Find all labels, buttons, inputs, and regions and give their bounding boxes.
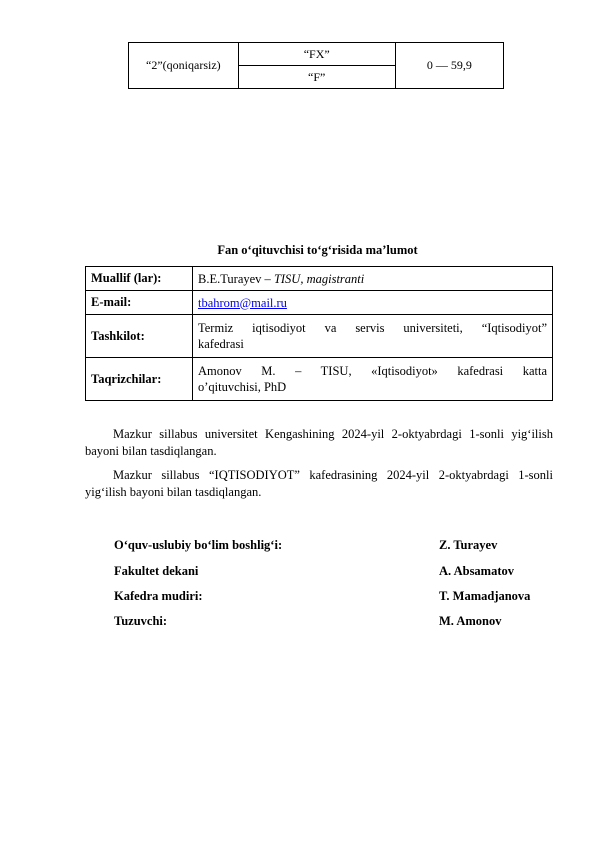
- table-row: [86, 291, 553, 315]
- score-range-cell: 0 — 59,9: [395, 43, 503, 89]
- organization-value: [193, 315, 553, 358]
- author-name: B.E.Turayev –: [198, 271, 274, 286]
- organization-label: Tashkilot:: [86, 315, 193, 358]
- instructor-info-table: [85, 266, 553, 401]
- signature-role: Kafedra mudiri:: [114, 589, 203, 603]
- reviewers-value: [193, 358, 553, 401]
- signature-name: A. Absamatov: [439, 564, 515, 578]
- section-title: Fan o‘qituvchisi to‘g‘risida ma’lumot: [217, 243, 418, 257]
- table-row: [86, 267, 553, 291]
- grade-table: [128, 42, 504, 89]
- author-value: [193, 267, 553, 291]
- reviewers-line-1: Amonov M. – TISU, «Iqtisodiyot» kafedrasi katta: [198, 364, 547, 378]
- organization-line-1: Termiz iqtisodiyot va servis universiteti, “Iqtisodiyot”: [198, 321, 547, 335]
- signature-name: T. Mamadjanova: [439, 589, 531, 603]
- signature-name: M. Amonov: [439, 614, 502, 628]
- table-row: [86, 358, 553, 401]
- table-row: [86, 315, 553, 358]
- signature-role: O‘quv-uslubiy bo‘lim boshlig‘i:: [114, 538, 283, 552]
- reviewers-label: Taqrizchilar:: [86, 358, 193, 401]
- email-link[interactable]: tbahrom@mail.ru: [198, 295, 287, 310]
- approval-paragraph-council: Mazkur sillabus universitet Kengashining 2024-yil 2-oktyabrdagi 1-sonli yig‘ilish bayoni bilan tasdiqlangan.: [85, 427, 553, 458]
- mark-f-cell: “F”: [238, 66, 395, 89]
- approval-paragraph-department: Mazkur sillabus “IQTISODIYOT” kafedrasining 2024-yil 2-oktyabrdagi 1-sonli yig‘ilish bayoni bilan tasdiqlangan.: [85, 468, 553, 499]
- signature-role: Tuzuvchi:: [114, 614, 168, 628]
- organization-line-2: kafedrasi: [198, 337, 244, 351]
- signature-role: Fakultet dekani: [114, 564, 199, 578]
- grade-cell: “2”(qoniqarsiz): [129, 43, 239, 89]
- signature-name: Z. Turayev: [439, 538, 498, 552]
- email-cell: [193, 291, 553, 315]
- author-role: TISU, magistranti: [273, 271, 365, 286]
- reviewers-line-2: o’qituvchisi, PhD: [198, 380, 287, 394]
- email-label: E-mail:: [86, 291, 193, 315]
- author-label: Muallif (lar):: [86, 267, 193, 291]
- mark-fx-cell: “FX”: [238, 43, 395, 66]
